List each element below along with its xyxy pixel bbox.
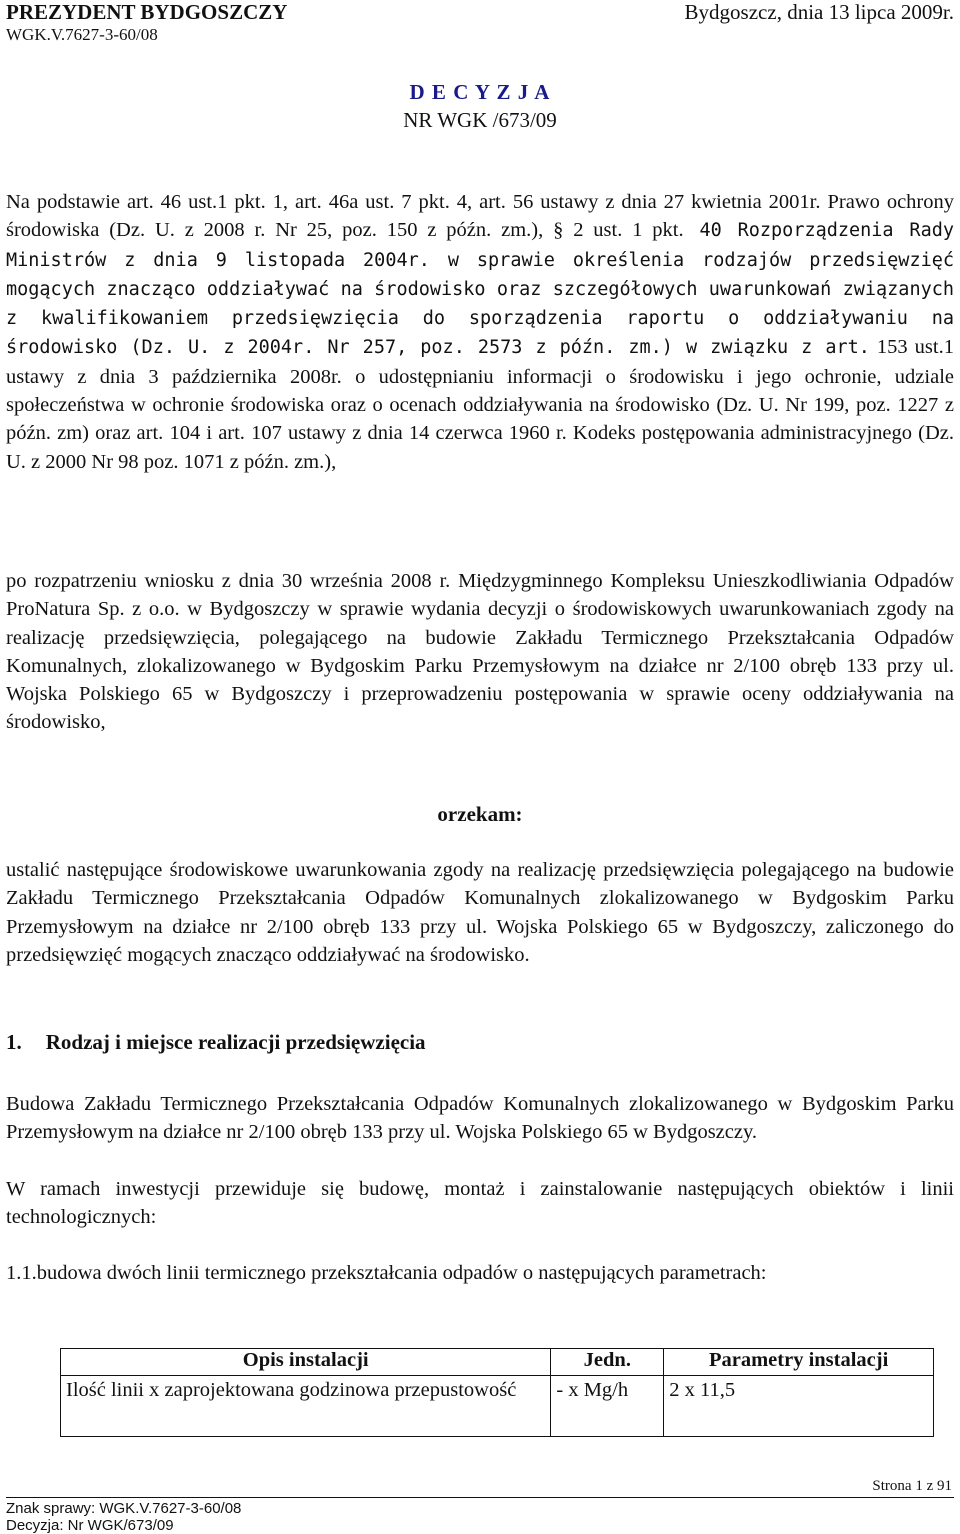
- table-cell: Ilość linii x zaprojektowana godzinowa przepustowość: [61, 1376, 551, 1437]
- table-header-cell: Opis instalacji: [61, 1349, 551, 1376]
- page-number: Strona 1 z 91: [872, 1478, 952, 1494]
- document-title: [0, 78, 960, 134]
- legal-basis-paragraph: [6, 188, 954, 476]
- footer-decision-ref: Decyzja: Nr WGK/673/09: [6, 1517, 174, 1534]
- table-header-cell: Parametry instalacji: [664, 1349, 934, 1376]
- legal-basis-part2: 40 Rozporządzenia Rady Ministrów z dnia 9 listopada 2004r. w sprawie określenia rodzajów przedsięwzięć mogących znacząco oddziaływać na środowisko oraz szczegółowych uwarunkowań związanych z kwalifikowaniem przedsięwzięcia do sporządzenia raportu o oddziaływaniu na środowisko (Dz. U. z 2004r. Nr 257, poz. 2573 z późn. zm.) w związku z art.: [6, 220, 954, 359]
- legal-basis-part3: 153 ust.1 ustawy z dnia 3 października 2008r. o udostępnianiu informacji o środowisku i jego ochronie, udziale społeczeństwa w ochronie środowiska oraz o ocenach oddziaływania na środowisko (Dz. U. Nr 199, poz. 1227 z późn. zm) oraz art. 104 i art. 107 ustawy z dnia 14 czerwca 1960 r. Kodeks postępowania administracyjnego (Dz. U. z 2000 Nr 98 poz. 1071 z późn. zm.),: [6, 336, 954, 473]
- decision-heading: D E C Y Z J A: [409, 80, 551, 104]
- reference-number: WGK.V.7627-3-60/08: [6, 25, 158, 44]
- ruling-word: orzekam:: [437, 802, 523, 826]
- footer-divider: [6, 1497, 954, 1498]
- table-header-row: [61, 1349, 934, 1376]
- consideration-paragraph: po rozpatrzeniu wniosku z dnia 30 września 2008 r. Międzygminnego Kompleksu Unieszkodliwiania Odpadów ProNatura Sp. z o.o. w Bydgoszczy w sprawie wydania decyzji o środowiskowych uwarunkowaniach zgody na realizację przedsięwzięcia, polegającego na budowie Zakładu Termicznego Przekształcania Odpadów Komunalnych, zlokalizowanego w Bydgoskim Parku Przemysłowym na działce nr 2/100 obręb 133 przy ul. Wojska Polskiego 65 w Bydgoszczy i przeprowadzeniu postępowania w sprawie oceny oddziaływania na środowisko,: [6, 570, 954, 734]
- installation-parameters-table: [60, 1348, 934, 1437]
- legal-basis-part1: Na podstawie art. 46 ust.1 pkt. 1, art. 46a ust. 7 pkt. 4, art. 56 ustawy z dnia 27 kwietnia 2001r. Prawo ochrony środowiska (Dz. U. z 2008 r. Nr 25, poz. 150 z późn. zm.), § 2 ust. 1 pkt.: [6, 191, 954, 242]
- section-1-text2: W ramach inwestycji przewiduje się budowę, montaż i zainstalowanie następujących obiektów i linii technologicznych:: [6, 1178, 954, 1229]
- ruling-paragraph: ustalić następujące środowiskowe uwarunkowania zgody na realizację przedsięwzięcia polegającego na budowie Zakładu Termicznego Przekształcania Odpadów Komunalnych zlokalizowanego w Bydgoskim Parku Przemysłowym na działce nr 2/100 obręb 133 przy ul. Wojska Polskiego 65 w Bydgoszczy, zaliczonego do przedsięwzięć mogących znacząco oddziaływać na środowisko.: [6, 859, 954, 966]
- table-cell: 2 x 11,5: [664, 1376, 934, 1437]
- place-date: Bydgoszcz, dnia 13 lipca 2009r.: [684, 0, 954, 24]
- section-1-number: 1.: [6, 1030, 22, 1054]
- table-row: [61, 1376, 934, 1437]
- header-left: [6, 0, 287, 46]
- section-1-text1: Budowa Zakładu Termicznego Przekształcania Odpadów Komunalnych zlokalizowanego w Bydgoskim Parku Przemysłowym na działce nr 2/100 obręb 133 przy ul. Wojska Polskiego 65 w Bydgoszczy.: [6, 1093, 954, 1144]
- footer: [6, 1500, 241, 1534]
- subsection-1-1: 1.1.budowa dwóch linii termicznego przekształcania odpadów o następujących parametrach:: [6, 1262, 767, 1284]
- decision-number: NR WGK /673/09: [403, 108, 557, 132]
- table-cell: - x Mg/h: [551, 1376, 664, 1437]
- footer-case-ref: Znak sprawy: WGK.V.7627-3-60/08: [6, 1500, 242, 1517]
- table-header-cell: Jedn.: [551, 1349, 664, 1376]
- section-1-title: Rodzaj i miejsce realizacji przedsięwzięcia: [45, 1030, 426, 1054]
- section-1-heading: [6, 1030, 426, 1055]
- authority-name: PREZYDENT BYDGOSZCZY: [6, 0, 288, 24]
